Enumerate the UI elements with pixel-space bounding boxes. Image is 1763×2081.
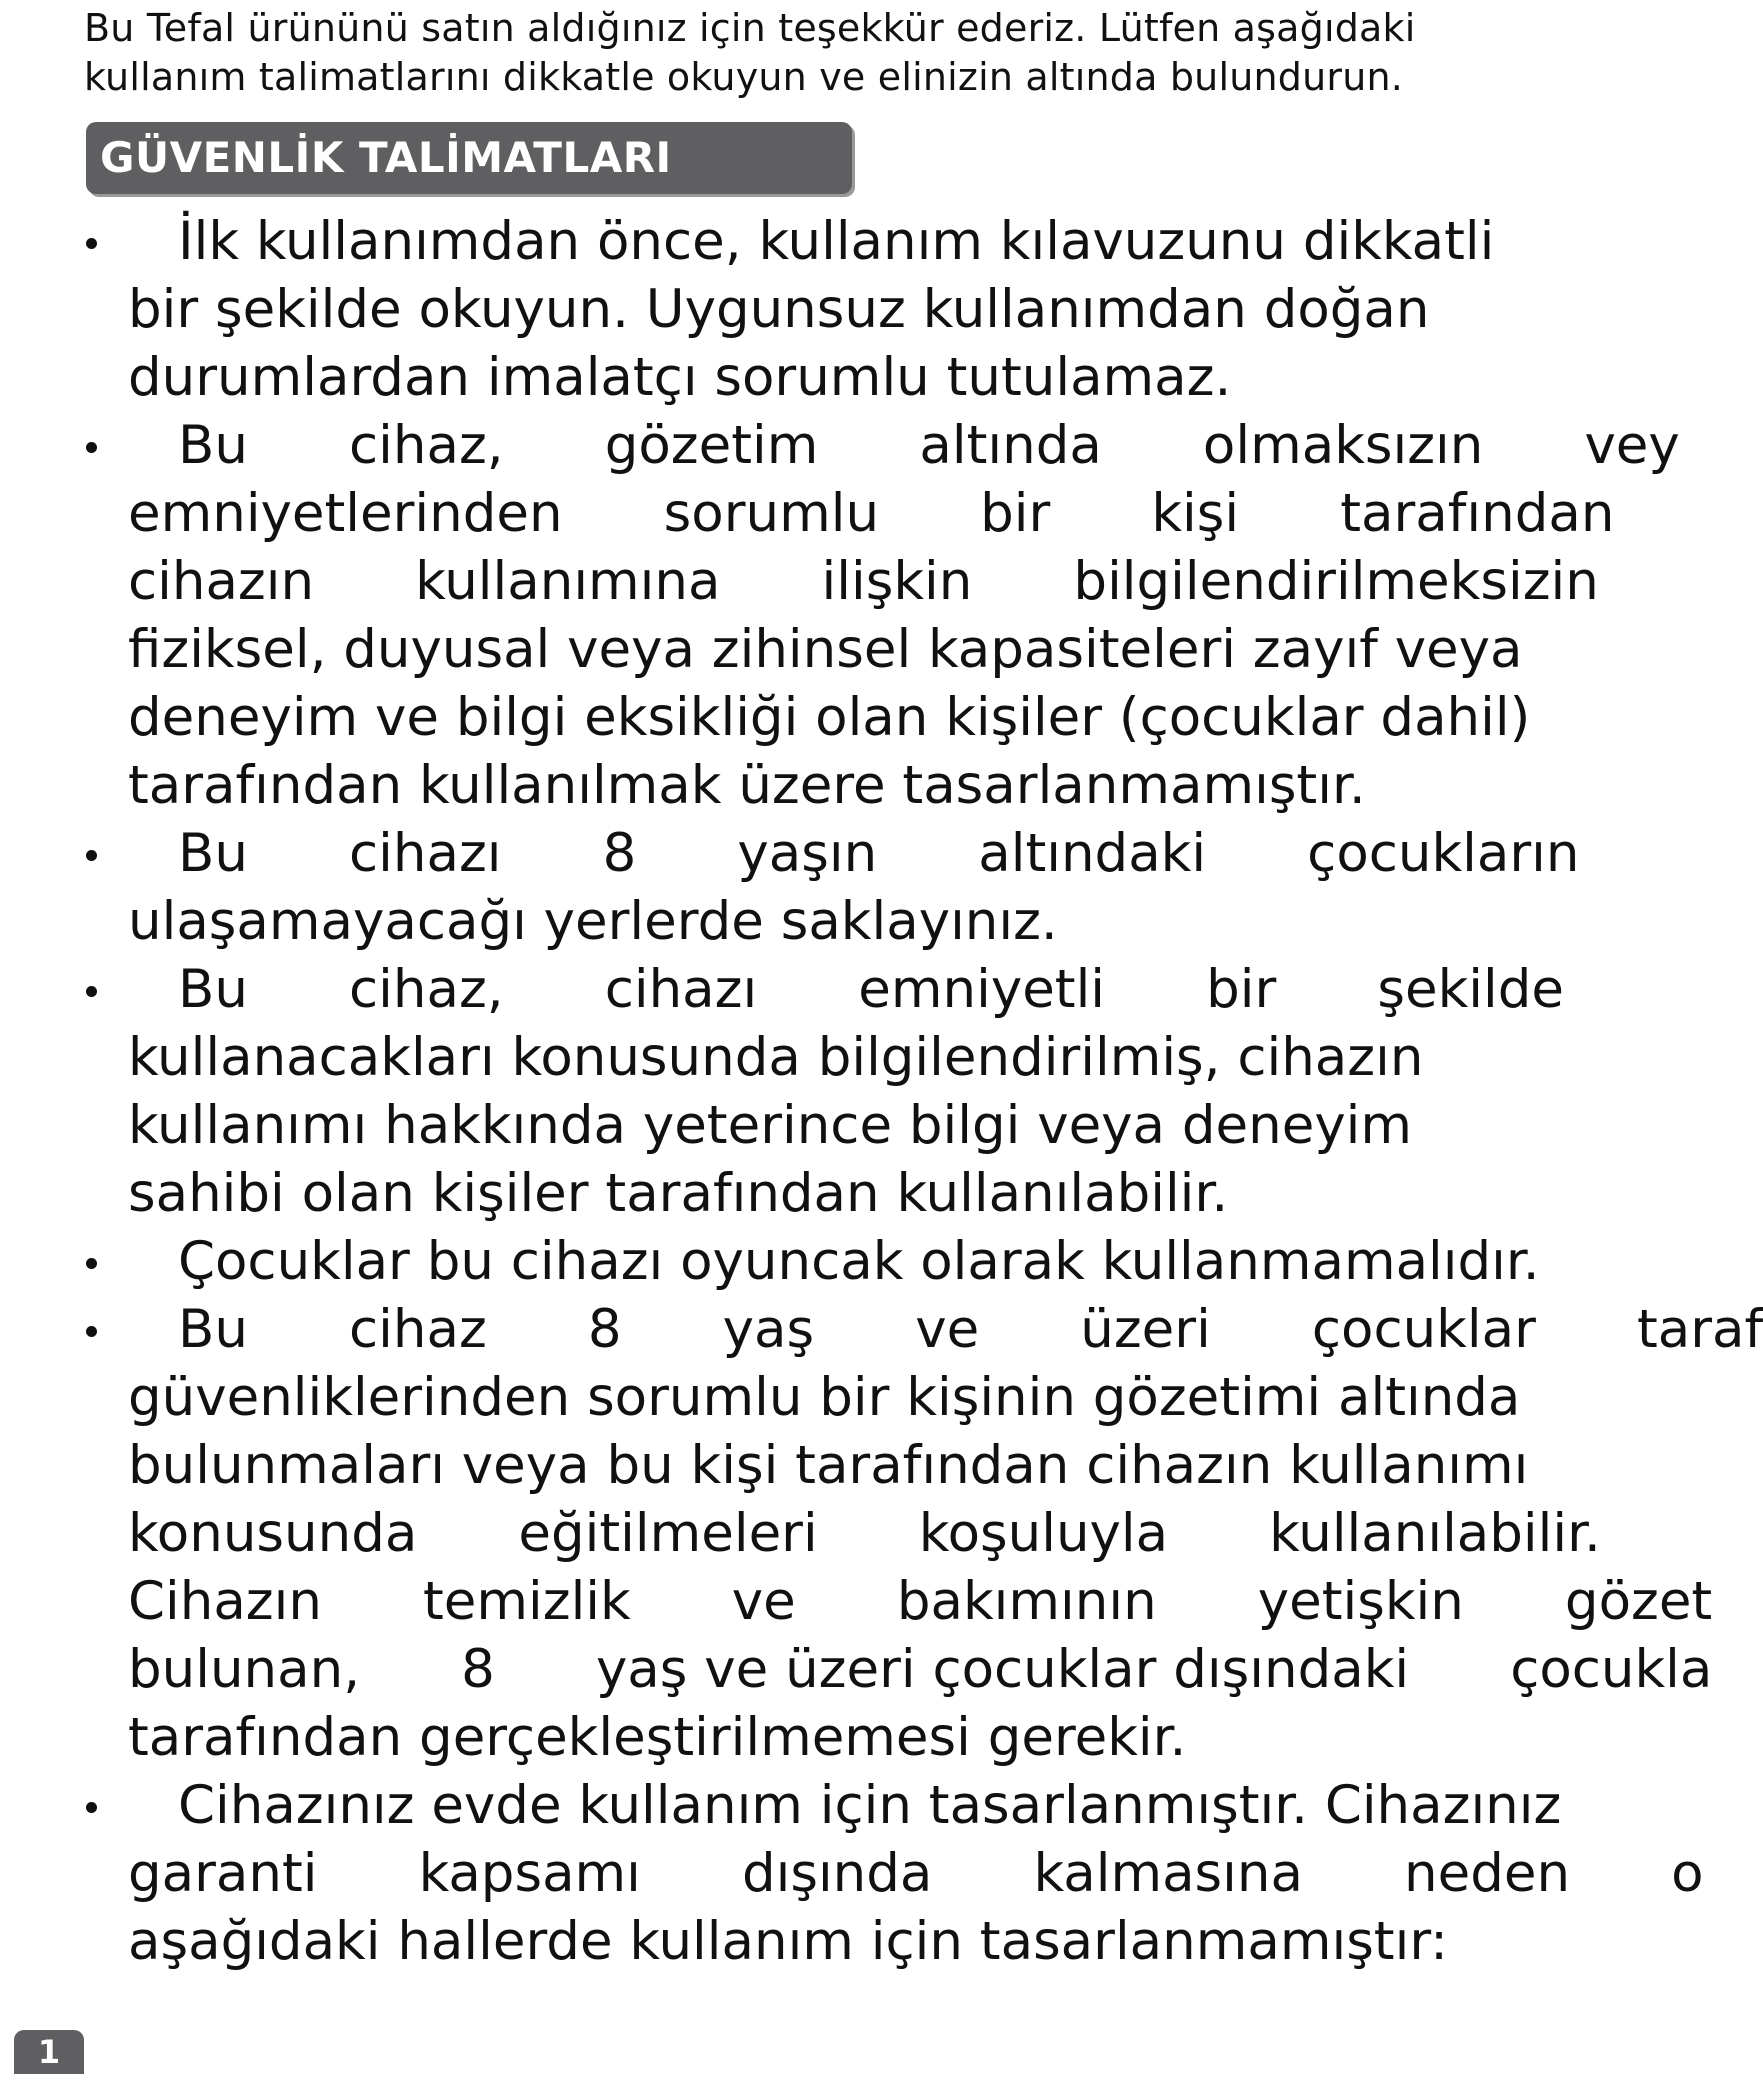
list-item-line: tarafından kullanılmak üzere tasarlanmamıştır. (128, 755, 1366, 816)
list-item-line: kullanacakları konusunda bilgilendirilmiş, cihazın (128, 1027, 1424, 1088)
list-item (0, 820, 1580, 956)
list-item-line: tarafından gerçekleştirilmemesi gerekir. (128, 1707, 1187, 1768)
list-item-line: Bu cihaz, gözetim altında olmaksızın vey (178, 415, 1680, 476)
safety-instructions-list (0, 208, 1763, 1976)
bullet-icon (86, 1802, 97, 1813)
list-item-line: İlk kullanımdan önce, kullanım kılavuzunu dikkatli (178, 211, 1495, 272)
list-item-line: kullanımı hakkında yeterince bilgi veya deneyim (128, 1095, 1413, 1156)
list-item (0, 208, 1548, 412)
list-item (0, 1228, 1548, 1296)
section-title: GÜVENLİK TALİMATLARI (100, 133, 672, 182)
list-item-line: aşağıdaki hallerde kullanım için tasarlanmamıştır: (128, 1911, 1449, 1972)
list-item (0, 1772, 1704, 1976)
intro-paragraph (84, 4, 1454, 102)
list-item-line: Cihazın temizlik ve bakımının yetişkin gözet (128, 1571, 1713, 1632)
bullet-icon (86, 850, 97, 861)
intro-line-2: kullanım talimatlarını dikkatle okuyun ve elinizin altında bulundurun. (84, 55, 1404, 99)
bullet-icon (86, 238, 97, 249)
intro-line-1: Bu Tefal ürününü satın aldığınız için teşekkür ederiz. Lütfen aşağıdaki (84, 6, 1416, 50)
list-item-line: bulunan, 8 yaş ve üzeri çocuklar dışındaki çocukla (128, 1639, 1713, 1700)
list-item-line: ulaşamayacağı yerlerde saklayınız. (128, 891, 1058, 952)
list-item-line: Bu cihaz 8 yaş ve üzeri çocuklar taraf (178, 1299, 1763, 1360)
list-item-line: sahibi olan kişiler tarafından kullanılabilir. (128, 1163, 1229, 1224)
list-item-line: emniyetlerinden sorumlu bir kişi tarafından (128, 483, 1615, 544)
list-item-line: deneyim ve bilgi eksikliği olan kişiler (çocuklar dahil) (128, 687, 1531, 748)
list-item (0, 1296, 1763, 1772)
bullet-icon (86, 1258, 97, 1269)
list-item-line: durumlardan imalatçı sorumlu tutulamaz. (128, 347, 1232, 408)
list-item-line: Cihazınız evde kullanım için tasarlanmıştır. Cihazınız (178, 1775, 1562, 1836)
list-item-line: bir şekilde okuyun. Uygunsuz kullanımdan doğan (128, 279, 1430, 340)
page-number-badge (14, 2030, 84, 2074)
list-item-line: bulunmaları veya bu kişi tarafından cihazın kullanımı (128, 1435, 1529, 1496)
bullet-icon (86, 1326, 97, 1337)
list-item-line: garanti kapsamı dışında kalmasına neden o (128, 1843, 1704, 1904)
list-item (0, 412, 1680, 820)
list-item-line: güvenliklerinden sorumlu bir kişinin gözetimi altında (128, 1367, 1521, 1428)
list-item-line: Bu cihaz, cihazı emniyetli bir şekilde (178, 959, 1564, 1020)
list-item-line: cihazın kullanımına ilişkin bilgilendirilmeksizin (128, 551, 1599, 612)
list-item-line: Bu cihazı 8 yaşın altındaki çocukların (178, 823, 1580, 884)
list-item-line: fiziksel, duyusal veya zihinsel kapasiteleri zayıf veya (128, 619, 1523, 680)
bullet-icon (86, 986, 97, 997)
list-item-line: konusunda eğitilmeleri koşuluyla kullanılabilir. (128, 1503, 1601, 1564)
bullet-icon (86, 442, 97, 453)
page-number: 1 (37, 2033, 61, 2071)
section-header (86, 122, 852, 194)
list-item-line: Çocuklar bu cihazı oyuncak olarak kullanmamalıdır. (178, 1231, 1540, 1292)
list-item (0, 956, 1564, 1228)
